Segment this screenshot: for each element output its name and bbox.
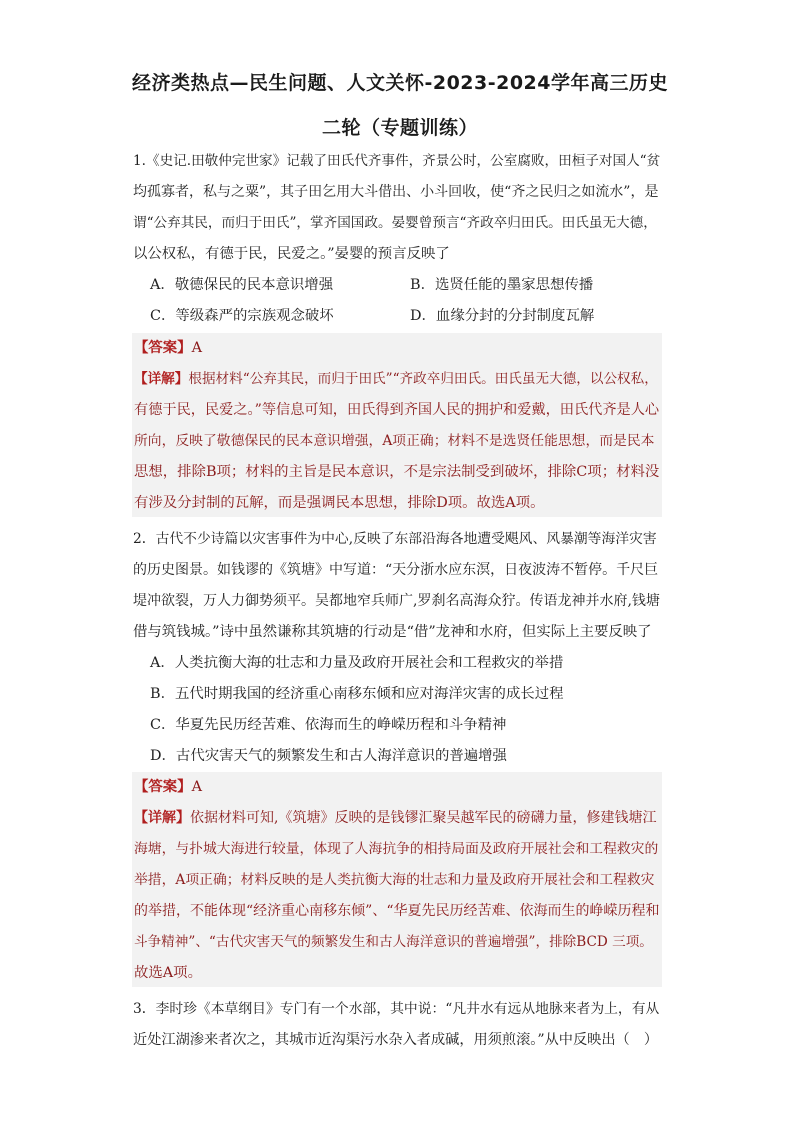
- q2-detail-text-1: 依据材料可知,《筑塘》反映的是钱镠汇聚吴越军民的磅礴力量，修建钱塘江: [190, 810, 657, 826]
- q1-detail-line-3: 所向，反映了敬德保民的民本意识增强，A项正确；材料不是选贤任能思想，而是民本: [134, 433, 655, 449]
- document-title-line-2: 二轮（专题训练）: [321, 117, 478, 139]
- q1-answer-line: [134, 338, 202, 358]
- q2-detail-line-3: 举措，A项正确；材料反映的是人类抗衡大海的壮志和力量及政府开展社会和工程救灾: [134, 872, 655, 888]
- q1-option-b: B．选贤任能的墨家思想传播: [410, 277, 594, 293]
- q2-answer-tag: 【答案】: [134, 778, 192, 795]
- q2-option-c: C．华夏先民历经苦难、依海而生的峥嵘历程和斗争精神: [150, 717, 507, 733]
- q3-stem-line-2: 近处江湖渗来者次之，其城市近沟渠污水杂入者成碱，用须煎滚。”从中反映出（ ）: [133, 1032, 659, 1048]
- q2-detail-line-4: 的举措，不能体现“经济重心南移东倾”、“华夏先民历经苦难、依海而生的峥嵘历程和: [134, 903, 660, 919]
- q1-option-a: A．敬德保民的民本意识增强: [150, 277, 334, 293]
- q1-detail-line-5: 有涉及分封制的瓦解，而是强调民本思想，排除D项。故选A项。: [134, 495, 545, 511]
- q2-stem-line-1: 2．古代不少诗篇以灾害事件为中心,反映了东部沿海各地遭受飓风、风暴潮等海洋灾害: [133, 531, 657, 547]
- q2-stem-line-4: 借与筑钱城。”诗中虽然谦称其筑塘的行动是“借”龙神和水府，但实际上主要反映了: [133, 624, 652, 640]
- q2-detail-line-2: 海塘，与扑城大海进行较量，体现了人海抗争的相持局面及政府开展社会和工程救灾的: [134, 841, 659, 857]
- q1-detail-text-1: 根据材料“公弃其民，而归于田氏”“齐政卒归田氏。田氏虽无大德，以公权私，: [188, 371, 658, 387]
- q1-answer-tag: 【答案】: [134, 339, 192, 356]
- q2-answer-line: [134, 777, 202, 797]
- q2-stem-line-3: 堤冲欲裂，万人力御势须平。吴都地窄兵师广,罗刹名高海众狞。传语龙神并水府,钱塘: [133, 593, 660, 609]
- q2-detail-tag: 【详解】: [134, 810, 190, 826]
- q1-answer-block: [132, 333, 662, 517]
- q2-option-a: A．人类抗衡大海的壮志和力量及政府开展社会和工程救灾的举措: [150, 655, 564, 671]
- document-title-line-1: 经济类热点—民生问题、人文关怀-2023-2024学年高三历史: [131, 72, 669, 94]
- q2-answer-block: [132, 772, 662, 987]
- q1-answer-value: A: [191, 340, 202, 356]
- q2-stem-line-2: 的历史图景。如钱谬的《筑塘》中写道：“天分浙水应东溟，日夜波涛不暂停。千尺巨: [133, 562, 659, 578]
- q3-stem-line-1: 3．李时珍《本草纲目》专门有一个水部，其中说：“凡井水有远从地脉来者为上，有从: [133, 1001, 660, 1017]
- q2-detail-line-6: 故选A项。: [134, 965, 202, 981]
- q1-detail-line-2: 有德于民，民爱之。”等信息可知，田氏得到齐国人民的拥护和爱戴，田氏代齐是人心: [134, 402, 660, 418]
- q1-detail-tag: 【详解】: [134, 371, 189, 387]
- q2-answer-value: A: [191, 779, 202, 795]
- q1-detail-line-4: 思想，排除B项；材料的主旨是民本意识，不是宗法制受到破坏，排除C项；材料没: [134, 464, 660, 480]
- q1-option-d: D．血缘分封的分封制度瓦解: [410, 308, 595, 324]
- q2-detail-line-1: [134, 808, 656, 828]
- q1-stem-line-4: 以公权私，有德于民，民爱之。”晏婴的预言反映了: [133, 246, 450, 262]
- q2-detail-line-5: 斗争精神”、“古代灾害天气的频繁发生和古人海洋意识的普遍增强”，排除BCD 三项。: [134, 934, 653, 950]
- q1-detail-line-1: [134, 369, 658, 389]
- q2-option-d: D．古代灾害天气的频繁发生和古人海洋意识的普遍增强: [150, 748, 507, 764]
- q2-option-b: B．五代时期我国的经济重心南移东倾和应对海洋灾害的成长过程: [150, 686, 564, 702]
- q1-stem-line-1: 1.《史记.田敬仲完世家》记载了田氏代齐事件，齐景公时，公室腐败，田桓子对国人“贫: [133, 153, 661, 169]
- q1-stem-line-2: 均孤寡者，私与之粟”，其子田乞用大斗借出、小斗回收，使“齐之民归之如流水”，是: [133, 184, 659, 200]
- q1-option-c: C．等级森严的宗族观念破坏: [150, 308, 334, 324]
- q1-stem-line-3: 谓“公弃其民，而归于田氏”，掌齐国国政。晏婴曾预言“齐政卒归田氏。田氏虽无大德，: [133, 215, 657, 231]
